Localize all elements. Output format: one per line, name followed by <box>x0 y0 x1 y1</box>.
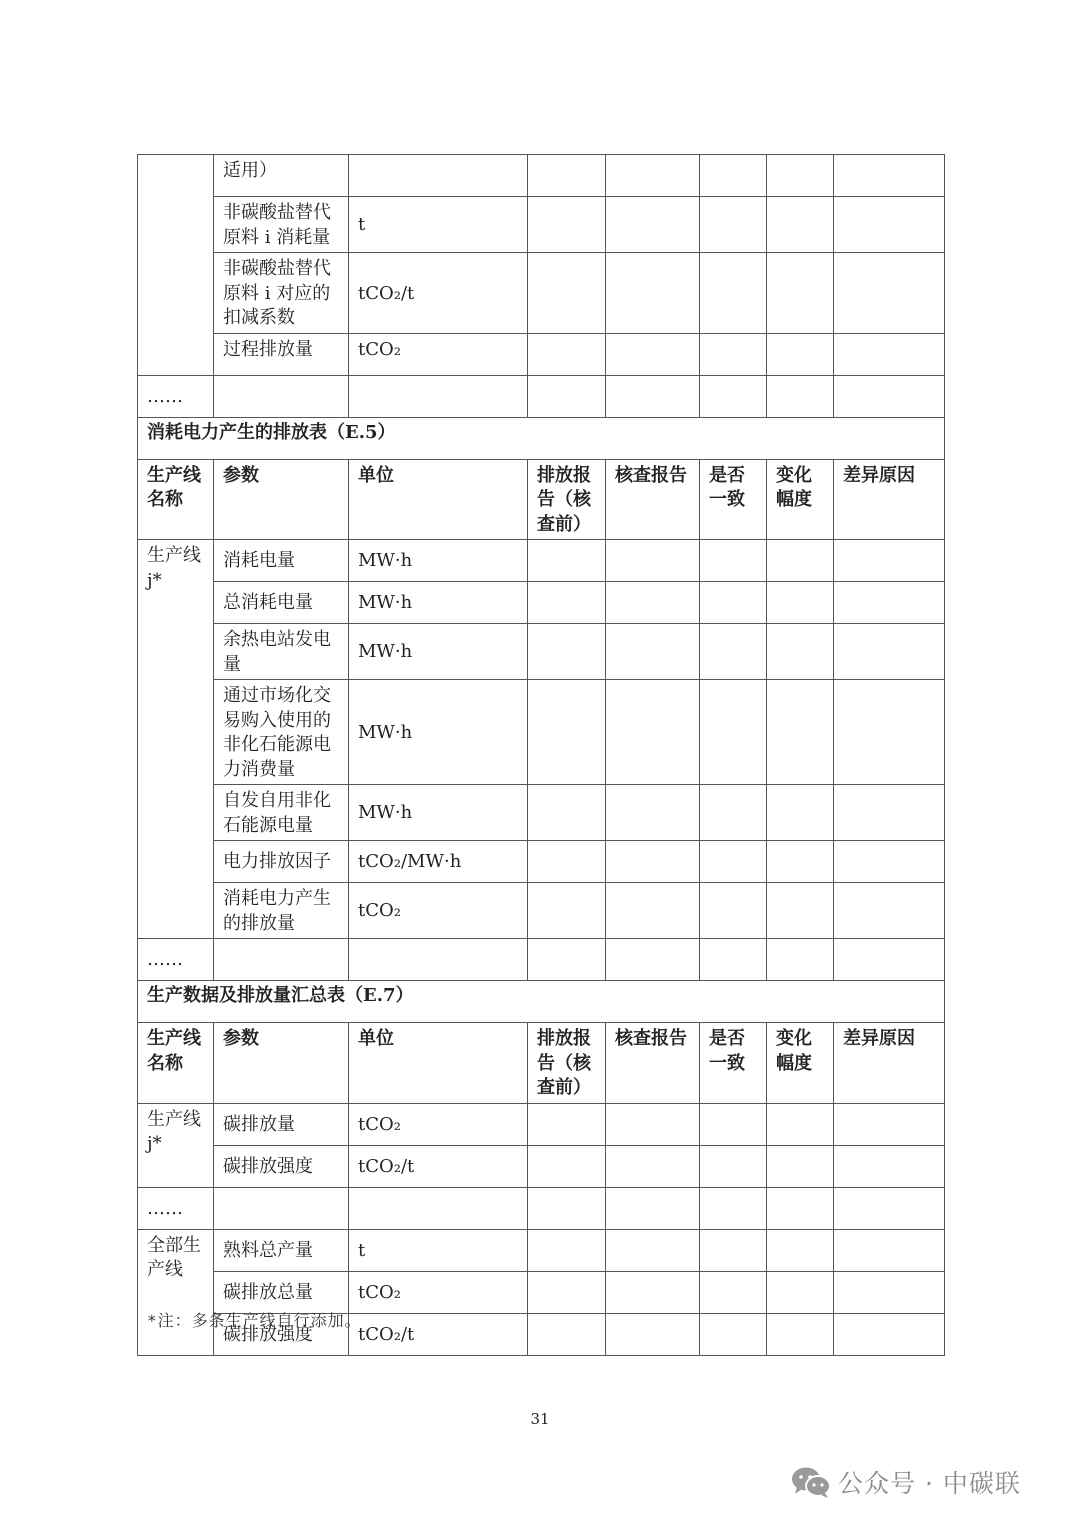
header-change: 变化幅度 <box>767 1023 834 1104</box>
header-report: 排放报告（核查前） <box>528 1023 606 1104</box>
wechat-icon <box>790 1465 832 1499</box>
ellipsis-cell: …… <box>138 939 214 981</box>
param-cell: 非碳酸盐替代原料 i 消耗量 <box>214 197 349 253</box>
param-cell: 碳排放量 <box>214 1103 349 1145</box>
table-row <box>138 155 945 197</box>
ellipsis-cell: …… <box>138 375 214 417</box>
unit-cell: tCO₂ <box>349 333 528 375</box>
header-row <box>138 1023 945 1104</box>
table-footnote: *注：多条生产线自行添加。 <box>147 1311 362 1330</box>
param-cell: 通过市场化交易购入使用的非化石能源电力消费量 <box>214 680 349 785</box>
unit-cell: tCO₂/t <box>349 1145 528 1187</box>
unit-cell: MW·h <box>349 785 528 841</box>
line-name-cell: 全部生产线 <box>138 1229 214 1355</box>
header-consistent: 是否一致 <box>700 1023 767 1104</box>
unit-cell: tCO₂ <box>349 1103 528 1145</box>
unit-cell: tCO₂/t <box>349 253 528 334</box>
param-cell: 消耗电力产生的排放量 <box>214 883 349 939</box>
page-number: 31 <box>530 1410 550 1428</box>
unit-cell: tCO₂/t <box>349 1313 528 1355</box>
header-reason: 差异原因 <box>834 1023 945 1104</box>
table-row <box>138 680 945 785</box>
header-consistent: 是否一致 <box>700 459 767 540</box>
header-unit: 单位 <box>349 459 528 540</box>
param-cell: 电力排放因子 <box>214 841 349 883</box>
ellipsis-row <box>138 375 945 417</box>
header-report: 排放报告（核查前） <box>528 459 606 540</box>
header-param: 参数 <box>214 459 349 540</box>
param-cell: 消耗电量 <box>214 540 349 582</box>
header-line-name: 生产线名称 <box>138 459 214 540</box>
unit-cell: tCO₂ <box>349 1271 528 1313</box>
table-row <box>138 1271 945 1313</box>
section-e5-title: 消耗电力产生的排放表（E.5） <box>138 417 945 459</box>
header-reason: 差异原因 <box>834 459 945 540</box>
table-row <box>138 540 945 582</box>
watermark-text: 公众号 · 中碳联 <box>838 1469 1021 1498</box>
unit-cell: t <box>349 1229 528 1271</box>
line-name-cell: 生产线 j* <box>138 540 214 939</box>
param-cell: 适用） <box>214 155 349 197</box>
param-cell: 熟料总产量 <box>214 1229 349 1271</box>
unit-cell: tCO₂/MW·h <box>349 841 528 883</box>
param-cell: 碳排放强度 <box>214 1145 349 1187</box>
unit-cell: MW·h <box>349 582 528 624</box>
param-cell: 余热电站发电量 <box>214 624 349 680</box>
unit-cell: t <box>349 197 528 253</box>
header-line-name: 生产线名称 <box>138 1023 214 1104</box>
unit-cell: MW·h <box>349 540 528 582</box>
header-verify: 核查报告 <box>606 459 700 540</box>
ellipsis-row <box>138 1187 945 1229</box>
watermark <box>790 1462 1021 1502</box>
unit-cell: MW·h <box>349 680 528 785</box>
table-row <box>138 333 945 375</box>
param-cell: 非碳酸盐替代原料 i 对应的扣减系数 <box>214 253 349 334</box>
table-row <box>138 785 945 841</box>
header-verify: 核查报告 <box>606 1023 700 1104</box>
table-row <box>138 253 945 334</box>
section-title-row <box>138 981 945 1023</box>
table-row <box>138 1103 945 1145</box>
ellipsis-cell: …… <box>138 1187 214 1229</box>
table-row <box>138 624 945 680</box>
unit-cell: MW·h <box>349 624 528 680</box>
param-cell: 过程排放量 <box>214 333 349 375</box>
unit-cell: tCO₂ <box>349 883 528 939</box>
verification-table <box>137 154 945 1356</box>
param-cell: 碳排放总量 <box>214 1271 349 1313</box>
header-param: 参数 <box>214 1023 349 1104</box>
section-e7-title: 生产数据及排放量汇总表（E.7） <box>138 981 945 1023</box>
table-row <box>138 582 945 624</box>
param-cell: 总消耗电量 <box>214 582 349 624</box>
line-name-cell: 生产线 j* <box>138 1103 214 1187</box>
header-row <box>138 459 945 540</box>
table-row <box>138 1229 945 1271</box>
table-row <box>138 197 945 253</box>
param-cell: 碳排放强度 <box>214 1313 349 1355</box>
section-title-row <box>138 417 945 459</box>
header-change: 变化幅度 <box>767 459 834 540</box>
line-name-cell <box>138 155 214 376</box>
table-row <box>138 1145 945 1187</box>
header-unit: 单位 <box>349 1023 528 1104</box>
table-row <box>138 883 945 939</box>
ellipsis-row <box>138 939 945 981</box>
table-row <box>138 841 945 883</box>
unit-cell <box>349 155 528 197</box>
param-cell: 自发自用非化石能源电量 <box>214 785 349 841</box>
